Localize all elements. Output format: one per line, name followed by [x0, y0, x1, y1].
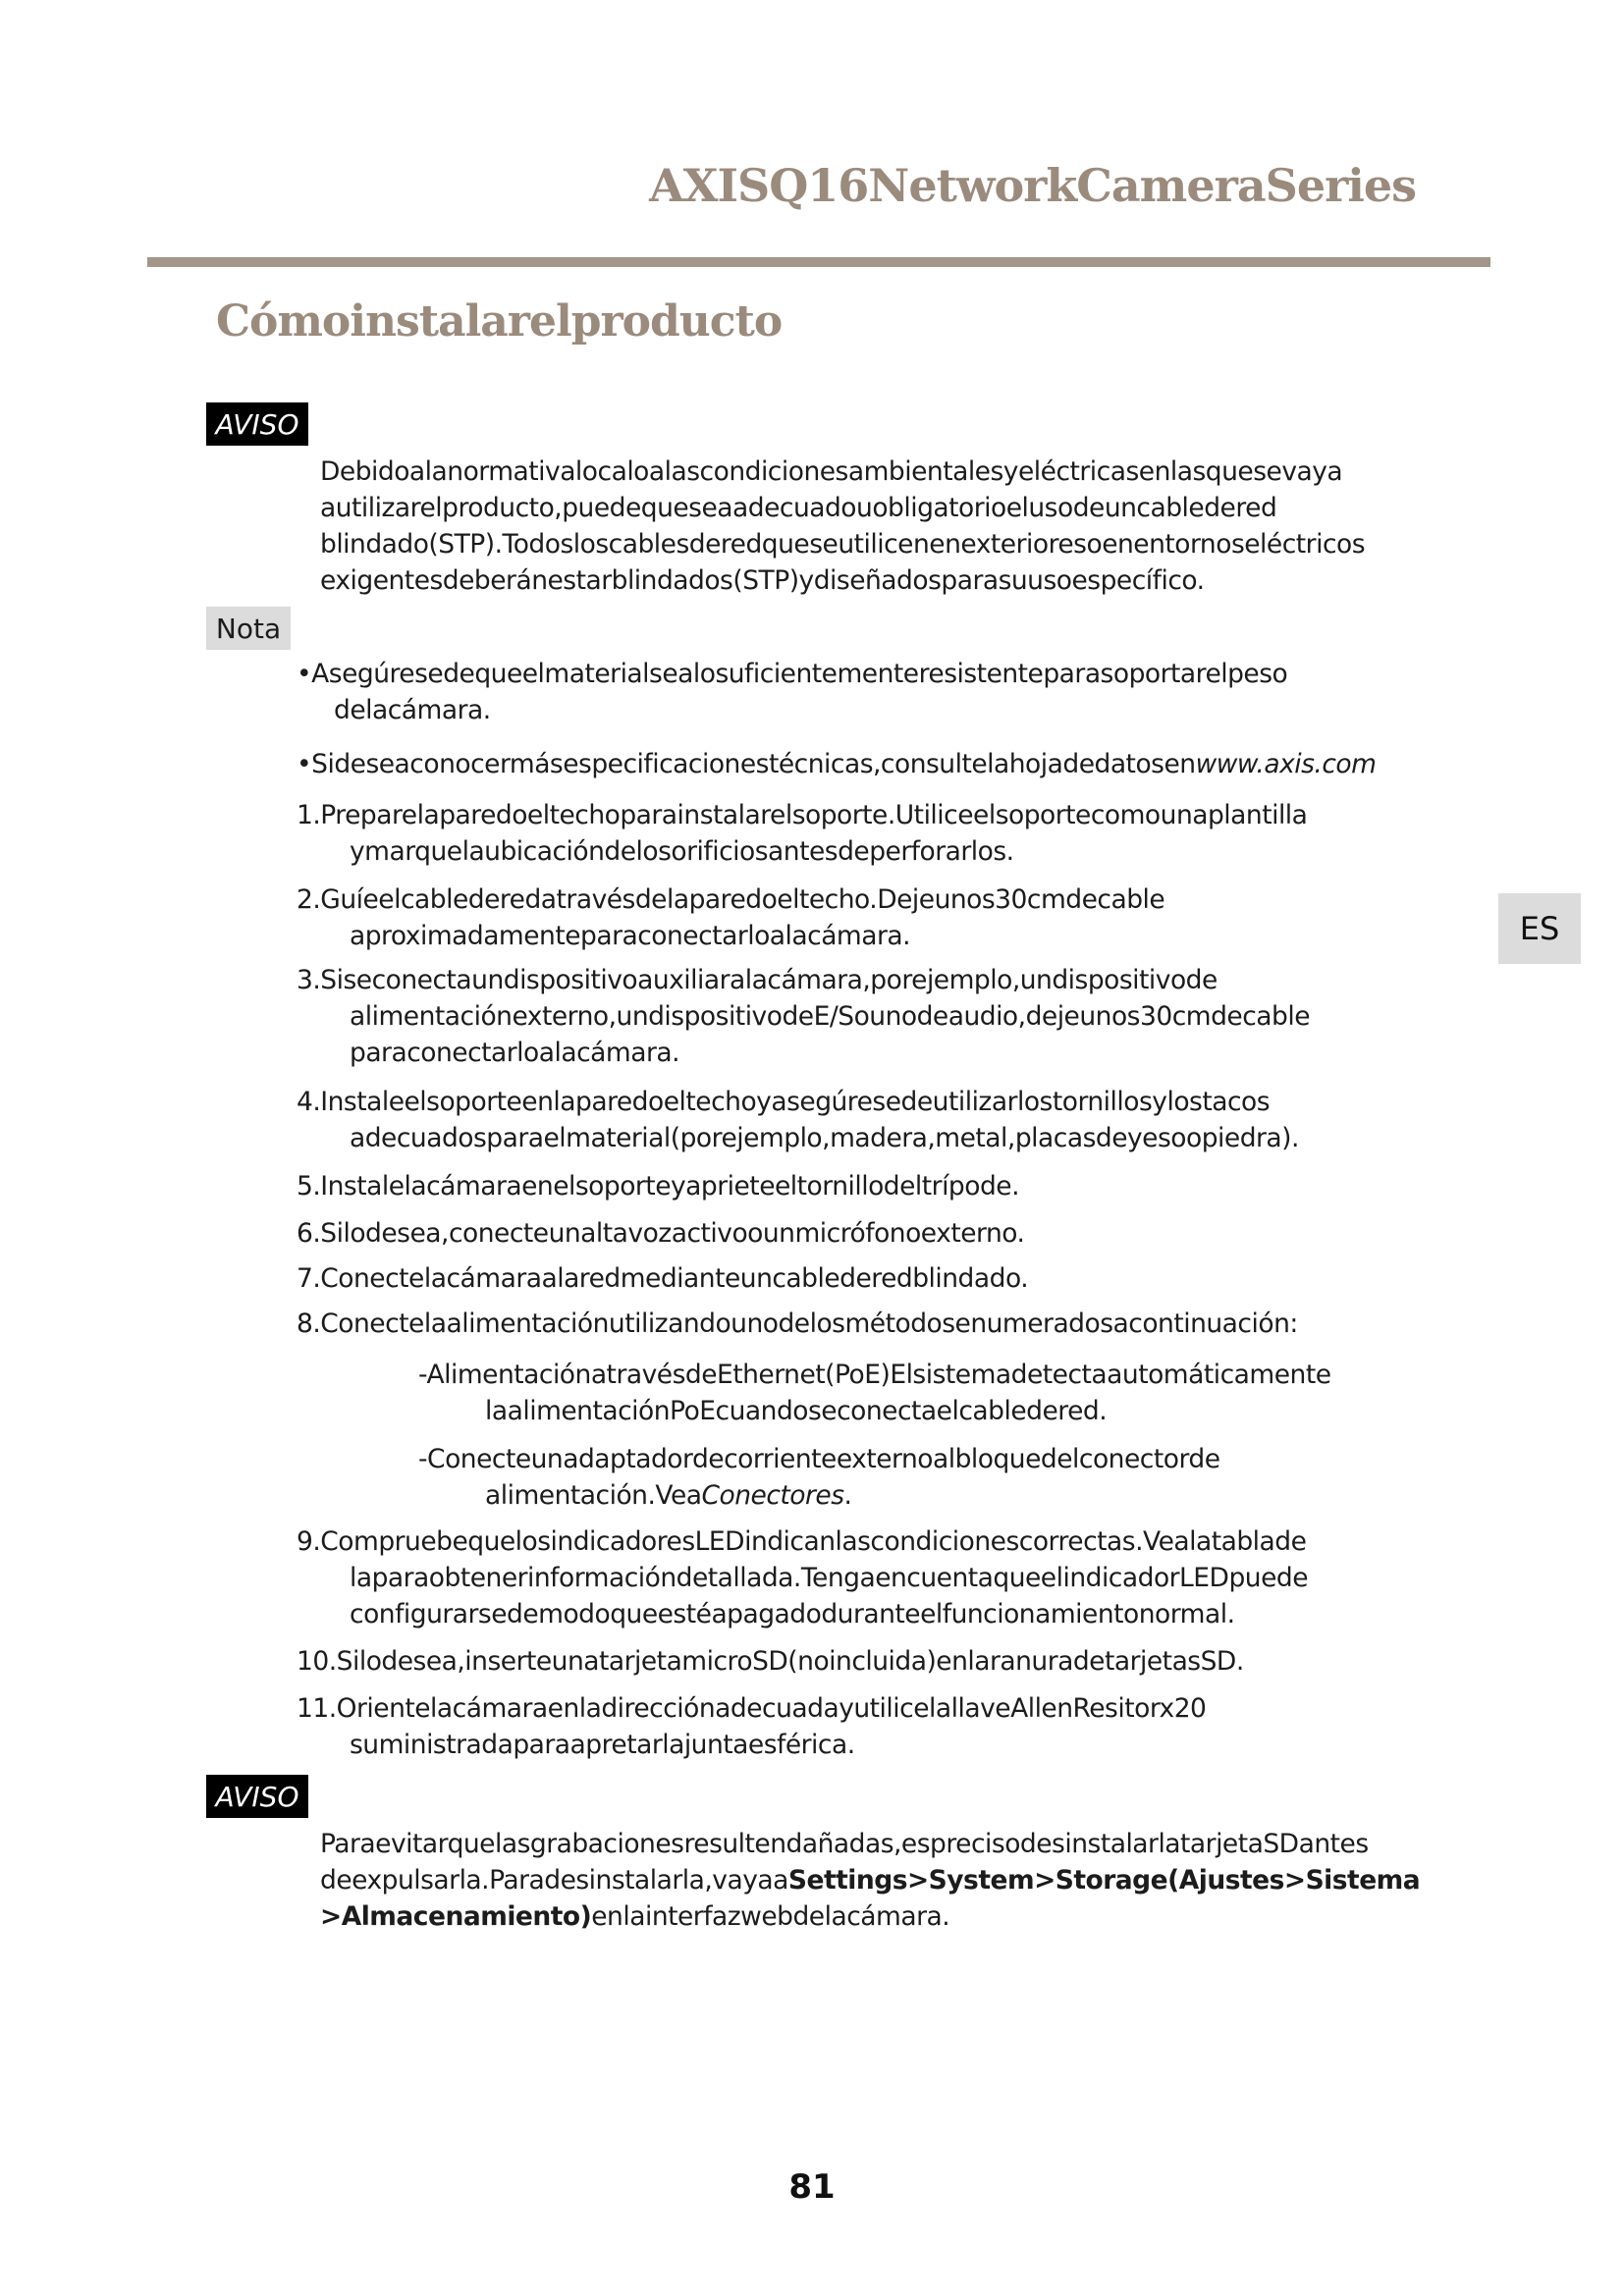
aviso-label: AVISO [206, 1775, 308, 1818]
step-8-option-poe: -AlimentaciónatravésdeEthernet(PoE)Elsistemadetectaautomáticamente laalimentaciónPoEcuandoseconectaelcabledered. [418, 1360, 1331, 1426]
step-1: 1.Preparelaparedoeltechoparainstalarelsoporte.Utiliceelsoportecomounaplantilla ymarquelaubicacióndelosorificiosantesdeperforarlos. [297, 800, 1308, 867]
step-8: 8.Conectelaalimentaciónutilizandounodelosmétodosenumeradosacontinuación: [297, 1308, 1298, 1339]
axis-link[interactable]: www.axis.com [1195, 749, 1377, 779]
header-rule [147, 257, 1490, 267]
settings-path: Settings>System>Storage(Ajustes>Sistema >Almacenamiento) [320, 1865, 1421, 1932]
aviso-sd-text-end: enlainterfazwebdelacámara. [591, 1901, 950, 1932]
step-6: 6.Silodesea,conecteunaltavozactivoounmicrófonoexterno. [297, 1218, 1025, 1249]
note-bullet-text: •Sideseaconocermásespecificacionestécnicas,consultelahojadedatosen [297, 749, 1196, 779]
step-2: 2.Guíeelcablederedatravésdelaparedoeltecho.Dejeunos30cmdecable aproximadamenteparaconectarloalacámara. [297, 884, 1165, 951]
step-3: 3.Siseconectaundispositivoauxiliaralacámara,porejemplo,undispositivode alimentaciónexterno,undispositivodeE/Sounodeaudio,dejeunos30cmdecable paraconectarloalacámara. [297, 965, 1310, 1068]
step-4: 4.Instaleelsoporteenlaparedoeltechoyasegúresedeutilizarlostornillosylostacos adecuadosparaelmaterial(porejemplo,madera,metal,placasdeyesoopiedra). [297, 1087, 1299, 1153]
step-8-option-adapter [418, 1441, 1477, 1514]
note-bullet: •Asegúresedequeelmaterialsealosuficientementeresistenteparasoportarelpeso delacámara. [297, 659, 1288, 725]
step-7: 7.Conectelacámaraalaredmedianteuncablederedblindado. [297, 1263, 1029, 1294]
step-5: 5.Instalelacámaraenelsoporteyaprieteeltornillodeltrípode. [297, 1171, 1020, 1201]
aviso-text: Debidoalanormativalocaloalascondicionesambientalesyeléctricasenlasquesevaya autilizarelproducto,puedequeseaadecuadouobligatorioelusodeuncabledered blindado(STP).Todosloscablesderedqueseutilicenenexterioresoenentornoseléctricos exigentesdeberánestarblindados(STP)ydiseñadosparasuusoespecífico. [320, 456, 1366, 596]
language-tab: ES [1498, 893, 1581, 964]
aviso-sd-text [320, 1826, 1421, 1935]
page-number: 81 [788, 2167, 836, 2207]
note-bullet [297, 746, 1443, 782]
conectores-link[interactable]: Conectores [701, 1480, 844, 1511]
step-8-option-text: -Conecteunadaptadordecorrienteexternoalbloquedelconectorde alimentación.Vea [418, 1444, 1220, 1511]
nota-label: Nota [206, 607, 291, 650]
step-10: 10.Silodesea,inserteunatarjetamicroSD(noincluida)enlaranuradetarjetasSD. [297, 1646, 1244, 1677]
step-8-option-end: . [843, 1480, 852, 1511]
aviso-sd-text-start: Paraevitarquelasgrabacionesresultendañadas,esprecisodesinstalarlatarjetaSDantes deexpulsarla.Paradesinstalarla,vayaa [320, 1829, 1369, 1896]
series-title: AXISQ16NetworkCameraSeries [649, 159, 1416, 212]
step-9: 9.CompruebequelosindicadoresLEDindicanlascondicionescorrectas.Vealatablade laparaobtenerinformacióndetallada.TengaencuentaqueelindicadorLEDpuede configurarsedemodoqueestéapagadoduranteelfuncionamientonormal. [297, 1526, 1309, 1629]
step-11: 11.OrientelacámaraenladirecciónadecuadayutilicelallaveAllenResitorx20 suministradaparaapretarlajuntaesférica. [297, 1693, 1207, 1760]
aviso-label: AVISO [206, 402, 308, 446]
section-title: Cómoinstalarelproducto [216, 296, 783, 347]
